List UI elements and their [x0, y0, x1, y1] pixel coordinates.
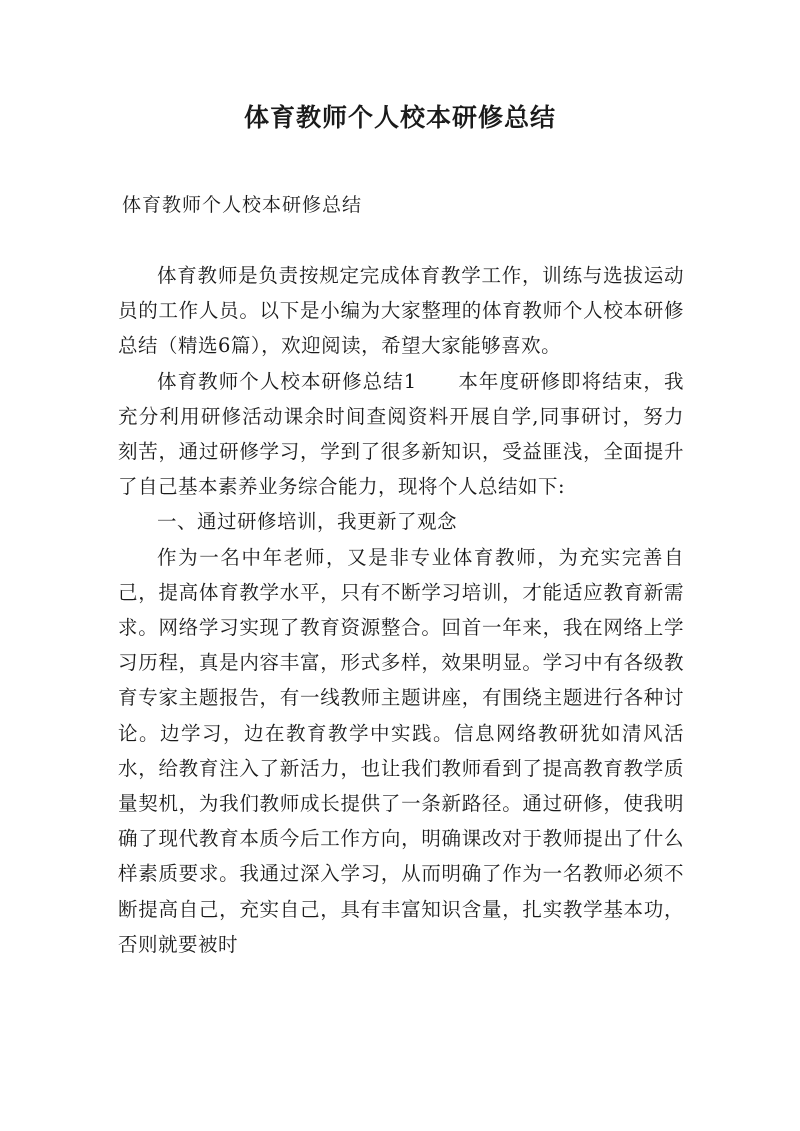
document-title: 体育教师个人校本研修总结: [243, 103, 556, 132]
paragraph-intro: 体育教师是负责按规定完成体育教学工作，训练与选拔运动员的工作人员。以下是小编为大家整理的体育教师个人校本研修总结（精选6篇），欢迎阅读，希望大家能够喜欢。: [118, 264, 684, 358]
paragraph-summary-1: 体育教师个人校本研修总结1 本年度研修即将结束，我充分利用研修活动课余时间查阅资料开展自学,同事研讨，努力刻苦，通过研修学习，学到了很多新知识，受益匪浅，全面提升了自己基本素养业务综合能力，现将个人总结如下:: [118, 369, 684, 499]
document-subtitle: 体育教师个人校本研修总结: [122, 194, 363, 216]
paragraph-section-1-body: 作为一名中年老师，又是非专业体育教师，为充实完善自己，提高体育教学水平，只有不断学习培训，才能适应教育新需求。网络学习实现了教育资源整合。回首一年来，我在网络上学习历程，真是内容丰富，形式多样，效果明显。学习中有各级教育专家主题报告，有一线教师主题讲座，有围绕主题进行各种讨论。边学习，边在教育教学中实践。信息网络教研犹如清风活水，给教育注入了新活力，也让我们教师看到了提高教育教学质量契机，为我们教师成长提供了一条新路径。通过研修，使我明确了现代教育本质今后工作方向，明确课改对于教师提出了什么样素质要求。我通过深入学习，从而明确了作为一名教师必须不断提高自己，充实自己，具有丰富知识含量，扎实教学基本功，否则就要被时: [118, 545, 684, 956]
document-body: [118, 258, 684, 962]
section-heading-1: 一、通过研修培训，我更新了观念: [157, 510, 458, 534]
